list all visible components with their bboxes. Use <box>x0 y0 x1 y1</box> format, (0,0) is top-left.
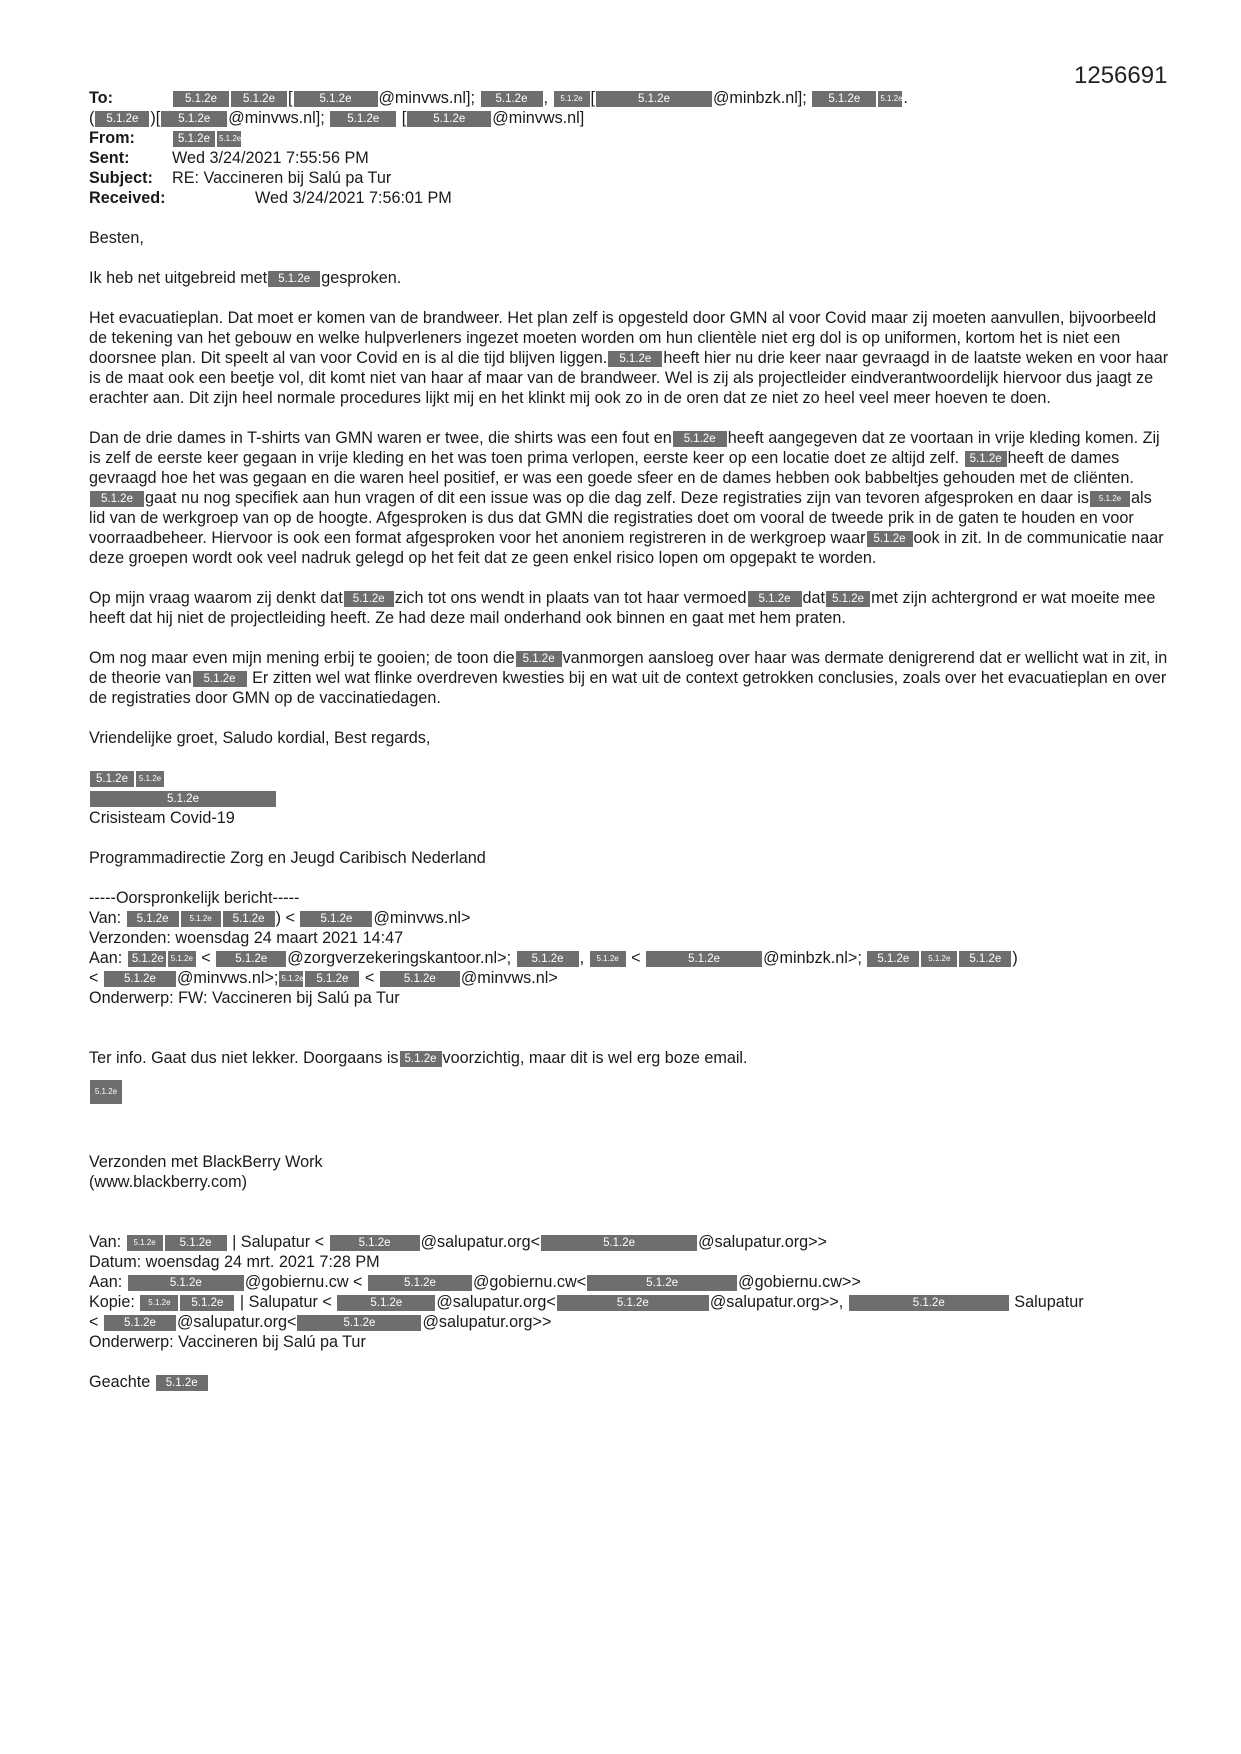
fwd1-aan-row-continued: < 5.1.2e @minvws.nl>; 5.1.2e 5.1.2e < 5.1.2e @minvws.nl> <box>89 969 558 987</box>
redaction: 5.1.2e <box>161 111 227 127</box>
redaction: 5.1.2e <box>90 1080 122 1104</box>
from-label: From: <box>89 129 135 147</box>
greeting: Besten, <box>89 229 144 247</box>
redaction: 5.1.2e <box>128 1275 244 1291</box>
subject-value: RE: Vaccineren bij Salú pa Tur <box>172 169 392 187</box>
redaction: 5.1.2e <box>481 91 543 107</box>
redaction: 5.1.2e <box>878 91 902 107</box>
to-label: To: <box>89 89 113 107</box>
redaction: 5.1.2e <box>921 951 957 967</box>
redaction: 5.1.2e <box>587 1275 737 1291</box>
redaction: 5.1.2e <box>849 1295 1009 1311</box>
subject-label: Subject: <box>89 169 153 187</box>
from-row <box>89 128 1169 148</box>
redaction: 5.1.2e <box>193 671 247 687</box>
redaction: 5.1.2e <box>268 271 320 287</box>
to-domain: @minbzk.nl]; <box>713 89 807 107</box>
redaction: 5.1.2e <box>127 1235 163 1251</box>
signature-redaction <box>89 768 1169 788</box>
redaction: 5.1.2e <box>380 971 460 987</box>
redaction: 5.1.2e <box>216 951 286 967</box>
redaction: 5.1.2e <box>554 91 590 107</box>
redaction: 5.1.2e <box>965 451 1007 467</box>
redaction: 5.1.2e <box>608 351 662 367</box>
redaction: 5.1.2e <box>516 651 562 667</box>
redaction: 5.1.2e <box>217 131 241 147</box>
to-domain: @minvws.nl]; <box>228 109 325 127</box>
redaction: 5.1.2e <box>867 951 919 967</box>
to-row <box>89 88 1169 108</box>
sent-label: Sent: <box>89 149 130 167</box>
redaction: 5.1.2e <box>90 491 144 507</box>
redaction: 5.1.2e <box>590 951 626 967</box>
redaction: 5.1.2e <box>231 91 287 107</box>
redaction: 5.1.2e <box>330 1235 420 1251</box>
redaction: 5.1.2e <box>165 1235 227 1251</box>
fwd2-onderwerp: Onderwerp: Vaccineren bij Salú pa Tur <box>89 1333 366 1351</box>
original-message-marker: -----Oorspronkelijk bericht----- <box>89 889 300 907</box>
sent-row <box>89 148 1169 168</box>
redaction: 5.1.2e <box>156 1375 208 1391</box>
fwd1-van-row: Van: 5.1.2e 5.1.2e 5.1.2e ) < 5.1.2e @minvws.nl> <box>89 909 471 927</box>
redaction: 5.1.2e <box>168 951 196 967</box>
signature-redaction <box>89 788 1169 808</box>
redaction: 5.1.2e <box>173 131 215 147</box>
fwd2-datum: Datum: woensdag 24 mrt. 2021 7:28 PM <box>89 1253 380 1271</box>
redaction: 5.1.2e <box>541 1235 697 1251</box>
redaction: 5.1.2e <box>305 971 359 987</box>
paragraph-4: Op mijn vraag waarom zij denkt dat 5.1.2e zich tot ons wendt in plaats van tot haar vermoed 5.1.2e dat 5.1.2e met zijn achtergrond er wat moeite mee heeft dat hij niet de projectleiding heeft. Ze had deze mail onderhand ook binnen en gaat met hem praten. <box>89 589 1156 627</box>
redaction: 5.1.2e <box>368 1275 472 1291</box>
redaction: 5.1.2e <box>90 771 134 787</box>
fwd1-aan-row: Aan: 5.1.2e 5.1.2e < 5.1.2e @zorgverzekeringskantoor.nl>; 5.1.2e , 5.1.2e < 5.1.2e @minbzk.nl>; 5.1.2e 5.1.2e 5.1.2e ) <box>89 949 1018 967</box>
redaction: 5.1.2e <box>812 91 876 107</box>
redaction: 5.1.2e <box>959 951 1011 967</box>
fwd2-van-row: Van: 5.1.2e 5.1.2e | Salupatur < 5.1.2e @salupatur.org< 5.1.2e @salupatur.org>> <box>89 1233 828 1251</box>
fwd1-onderwerp: Onderwerp: FW: Vaccineren bij Salú pa Tur <box>89 989 400 1007</box>
email-document <box>89 88 1169 1392</box>
redaction: 5.1.2e <box>557 1295 709 1311</box>
fwd2-salutation: Geachte 5.1.2e <box>89 1372 1169 1392</box>
redaction: 5.1.2e <box>181 911 221 927</box>
to-domain: @minvws.nl]; <box>378 89 475 107</box>
received-label: Received: <box>89 189 166 207</box>
paragraph-5: Om nog maar even mijn mening erbij te gooien; de toon die 5.1.2e vanmorgen aansloeg over haar was dermate denigrerend dat er wellicht wat in zit, in de theorie van 5.1.2e Er zitten wel wat flinke overdreven kwesties bij en wat uit de context getrokken conclusies, zoals over het evacuatieplan en over de registraties door GMN op de vaccinatiedagen. <box>89 649 1168 707</box>
redaction: 5.1.2e <box>173 91 229 107</box>
redaction: 5.1.2e <box>223 911 275 927</box>
redaction: 5.1.2e <box>400 1051 442 1067</box>
redaction: 5.1.2e <box>748 591 802 607</box>
redaction: 5.1.2e <box>95 111 149 127</box>
paragraph-1: Ik heb net uitgebreid met 5.1.2e gesproken. <box>89 269 402 287</box>
blackberry-line-2: (www.blackberry.com) <box>89 1173 248 1191</box>
redaction: 5.1.2e <box>104 971 176 987</box>
signature-org: Crisisteam Covid-19 <box>89 809 235 827</box>
redaction: 5.1.2e <box>1090 491 1130 507</box>
redaction: 5.1.2e <box>867 531 913 547</box>
fwd2-kopie-row-continued: < 5.1.2e @salupatur.org< 5.1.2e @salupatur.org>> <box>89 1313 552 1331</box>
received-row <box>89 188 1169 208</box>
paragraph-2: Het evacuatieplan. Dat moet er komen van de brandweer. Het plan zelf is opgesteld door GMN al voor Covid maar zij moeten aanvullen, bijvoorbeeld de tekening van het gebouw en welke hulpverleners ingezet moeten worden om hun clientèle niet erg dol is op uniformen, kortom het is niet een doorsnee plan. Dit speelt al van voor Covid en is al die tijd blijven liggen. 5.1.2e heeft hier nu drie keer naar gevraagd in de laatste weken en voor haar is de maat ook een beetje vol, dit komt niet van haar af maar van de brandweer. Wel is zij als projectleider eindverantwoordelijk hiervoor dus jaagt ze erachter aan. Dit zijn heel normale procedures lijkt mij en het klinkt mij ook zo in de oren dat ze niet zo heel veel meer hoeven te doen. <box>89 309 1169 407</box>
redaction: 5.1.2e <box>337 1295 435 1311</box>
redaction: 5.1.2e <box>300 911 372 927</box>
paragraph-3: Dan de drie dames in T-shirts van GMN waren er twee, die shirts was een fout en 5.1.2e heeft aangegeven dat ze voortaan in vrije kleding komen. Zij is zelf de eerste keer gegaan in vrije kleding en het was toen prima verlopen, eerste keer op een locatie doet ze altijd zelf. 5.1.2e heeft de dames gevraagd hoe het was gegaan en die waren heel positief, er was een goede sfeer en de dames hebben ook babbeltjes gehouden met de cliënten.5.1.2e gaat nu nog specifiek aan hun vragen of dit een issue was op die dag zelf. Deze registraties zijn van tevoren afgesproken en daar is 5.1.2e als lid van de werkgroep van op de hoogte. Afgesproken is dus dat GMN die registraties doet om vooral de tweede prik in de gaten te houden en voor voorraadbeheer. Hiervoor is ook een format afgesproken voor het anoniem registreren in de werkgroep waar 5.1.2e ook in zit. In de communicatie naar deze groepen wordt ook veel nadruk gelegd op het feit dat ze geen enkel risico lopen om opgepakt te worden. <box>89 429 1164 567</box>
redaction: 5.1.2e <box>127 911 179 927</box>
redaction: 5.1.2e <box>344 591 394 607</box>
to-row-continued: ( 5.1.2e )[ 5.1.2e @minvws.nl]; 5.1.2e [ 5.1.2e @minvws.nl] <box>89 109 585 127</box>
subject-row <box>89 168 1169 188</box>
redaction: 5.1.2e <box>407 111 491 127</box>
redaction: 5.1.2e <box>294 91 378 107</box>
signature-dept: Programmadirectie Zorg en Jeugd Caribisch Nederland <box>89 849 486 867</box>
redaction: 5.1.2e <box>646 951 762 967</box>
sent-value: Wed 3/24/2021 7:55:56 PM <box>172 149 369 167</box>
fwd1-text: Ter info. Gaat dus niet lekker. Doorgaans is 5.1.2e voorzichtig, maar dit is wel erg boze email. <box>89 1049 748 1067</box>
to-domain: @minvws.nl] <box>492 109 585 127</box>
redaction: 5.1.2e <box>180 1295 234 1311</box>
redaction: 5.1.2e <box>517 951 579 967</box>
fwd1-signature-redaction <box>89 1080 1169 1104</box>
redaction: 5.1.2e <box>136 771 164 787</box>
redaction: 5.1.2e <box>140 1295 178 1311</box>
redaction: 5.1.2e <box>104 1315 176 1331</box>
received-value: Wed 3/24/2021 7:56:01 PM <box>255 189 452 207</box>
closing: Vriendelijke groet, Saludo kordial, Best regards, <box>89 729 431 747</box>
redaction: 5.1.2e <box>826 591 870 607</box>
redaction: 5.1.2e <box>673 431 727 447</box>
document-id: 1256691 <box>1074 62 1168 89</box>
redaction: 5.1.2e <box>90 791 276 807</box>
fwd1-verzonden: Verzonden: woensdag 24 maart 2021 14:47 <box>89 929 404 947</box>
redaction: 5.1.2e <box>297 1315 421 1331</box>
redaction: 5.1.2e <box>596 91 712 107</box>
redaction: 5.1.2e <box>330 111 396 127</box>
fwd2-aan-row: Aan: 5.1.2e @gobiernu.cw < 5.1.2e @gobiernu.cw< 5.1.2e @gobiernu.cw>> <box>89 1273 861 1291</box>
fwd2-kopie-row: Kopie: 5.1.2e 5.1.2e | Salupatur < 5.1.2e @salupatur.org< 5.1.2e @salupatur.org>>, 5.1.2e Salupatur <box>89 1293 1084 1311</box>
blackberry-line-1: Verzonden met BlackBerry Work <box>89 1153 323 1171</box>
redaction: 5.1.2e <box>279 971 303 987</box>
redaction: 5.1.2e <box>128 951 166 967</box>
to-value: 5.1.2e 5.1.2e [ 5.1.2e @minvws.nl]; 5.1.2e , 5.1.2e [ 5.1.2e @minbzk.nl]; 5.1.2e 5.1.2e. <box>172 88 908 108</box>
